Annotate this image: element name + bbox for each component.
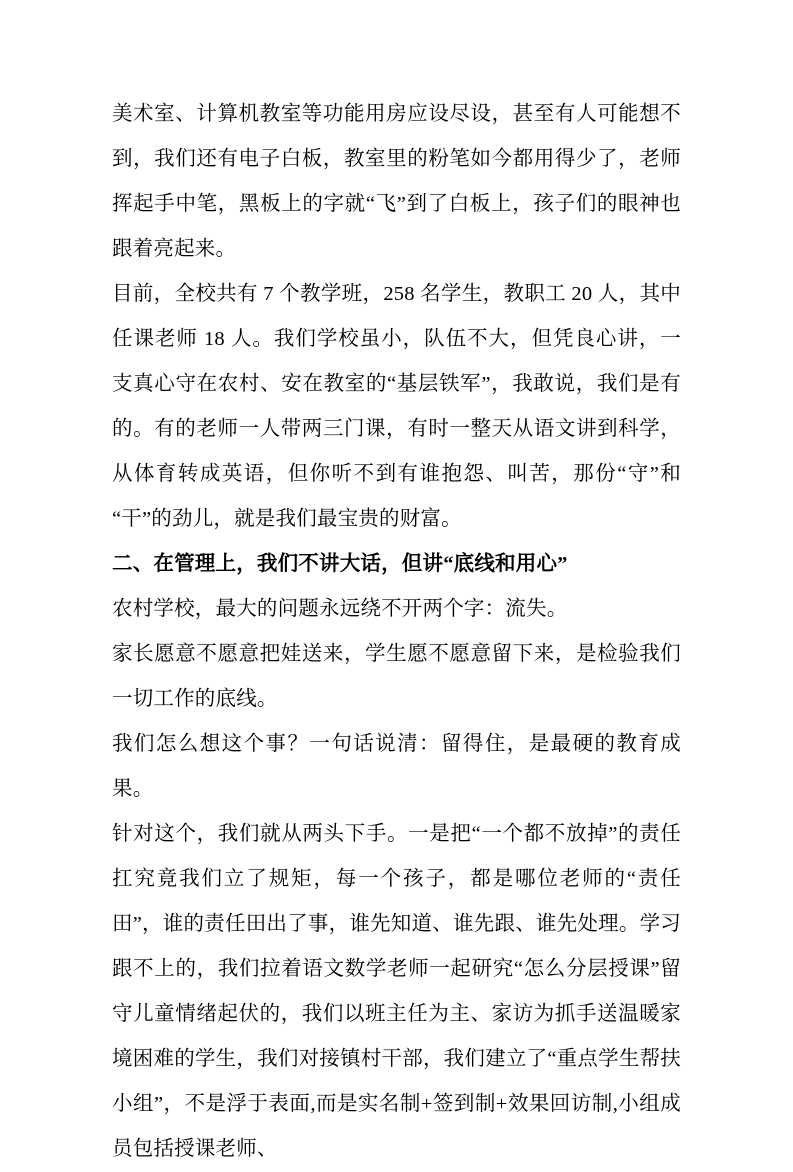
section-heading-2: 二、在管理上，我们不讲大话，但讲“底线和用心” — [112, 553, 568, 575]
document-body — [112, 92, 681, 1172]
paragraph-1: 美术室、计算机教室等功能用房应设尽设，甚至有人可能想不到，我们还有电子白板，教室里的粉笔如今都用得少了，老师挥起手中笔，黑板上的字就“飞”到了白板上，孩子们的眼神也跟着亮起来。 — [112, 103, 681, 260]
paragraph-4: 家长愿意不愿意把娃送来，学生愿不愿意留下来，是检验我们一切工作的底线。 — [112, 643, 681, 710]
paragraph-5: 我们怎么想这个事？一句话说清：留得住，是最硬的教育成果。 — [112, 733, 681, 800]
paragraph-2: 目前，全校共有 7 个教学班，258 名学生，教职工 20 人，其中任课老师 18 人。我们学校虽小，队伍不大，但凭良心讲，一支真心守在农村、安在教室的“基层铁军”，我敢说，我们是有的。有的老师一人带两三门课，有时一整天从语文讲到科学，从体育转成英语，但你听不到有谁抱怨、叫苦，那份“守”和“干”的劲儿，就是我们最宝贵的财富。 — [112, 283, 681, 530]
paragraph-3: 农村学校，最大的问题永远绕不开两个字：流失。 — [112, 598, 568, 620]
paragraph-6: 针对这个，我们就从两头下手。一是把“一个都不放掉”的责任扛究竟我们立了规矩，每一个孩子，都是哪位老师的“责任田”，谁的责任田出了事，谁先知道、谁先跟、谁先处理。学习跟不上的，我们拉着语文数学老师一起研究“怎么分层授课”留守儿童情绪起伏的，我们以班主任为主、家访为抓手送温暖家境困难的学生，我们对接镇村干部，我们建立了“重点学生帮扶小组”，不是浮于表面,而是实名制+签到制+效果回访制,小组成员包括授课老师、 — [112, 823, 681, 1160]
